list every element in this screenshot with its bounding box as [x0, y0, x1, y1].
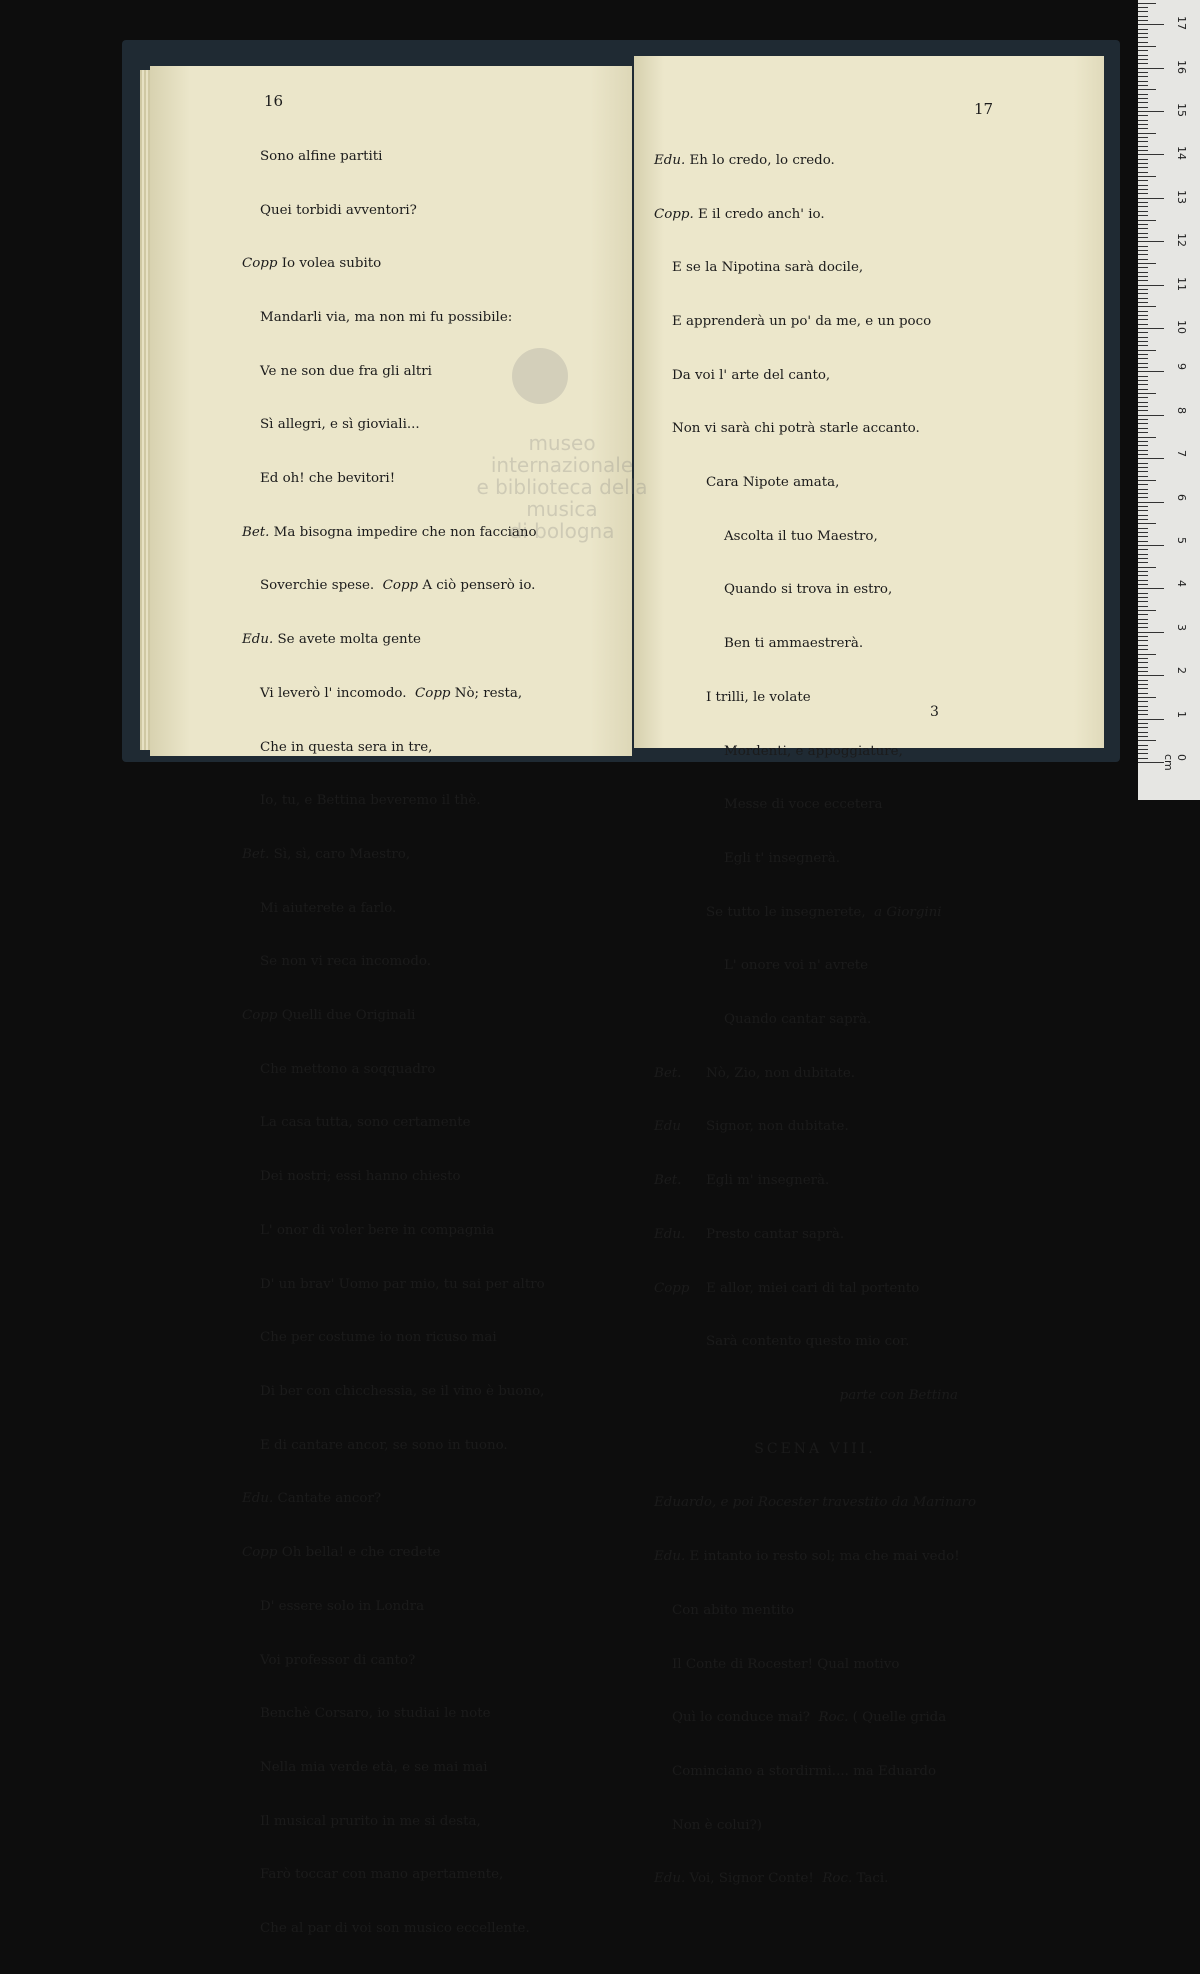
ruler-tick [1138, 20, 1148, 21]
ruler-tick [1138, 211, 1148, 212]
speaker-label: Roc. [818, 1710, 849, 1726]
ruler-tick [1138, 458, 1164, 459]
verse-line: La casa tutta, sono certamente [260, 1115, 471, 1131]
stage-direction: a Giorgini [874, 904, 942, 920]
ruler-tick [1138, 558, 1148, 559]
ruler-tick [1138, 632, 1164, 633]
ruler-tick [1138, 259, 1148, 260]
ruler-tick [1138, 545, 1164, 546]
verse-line: Edu Signor, non dubitate. [654, 1119, 849, 1135]
verse-line: Voi professor di canto? [260, 1652, 416, 1668]
ruler-tick [1138, 59, 1148, 60]
ruler-tick [1138, 167, 1148, 168]
ruler-tick [1138, 376, 1148, 377]
ruler-tick [1138, 228, 1148, 229]
ruler-tick [1138, 549, 1148, 550]
verse-line: Edu. Presto cantar saprà. [654, 1226, 845, 1242]
ruler-tick [1138, 389, 1148, 390]
ruler-tick [1138, 159, 1148, 160]
ruler-tick [1138, 233, 1148, 234]
ruler-label: 15 [1175, 103, 1188, 117]
verse-line: Bet. Egli m' insegnerà. [654, 1173, 830, 1189]
ruler-tick [1138, 128, 1148, 129]
ruler-tick [1138, 384, 1148, 385]
ruler-tick [1138, 727, 1148, 728]
speaker-label: Bet. [654, 1173, 682, 1189]
ruler-tick [1138, 415, 1164, 416]
ruler-tick [1138, 172, 1148, 173]
watermark-line: museo internazionale [490, 431, 634, 477]
ruler-tick [1138, 636, 1148, 637]
verse-line: Se non vi reca incomodo. [260, 954, 431, 970]
verse-line: Edu. E intanto io resto sol; ma che mai vedo! [654, 1549, 960, 1565]
ruler-tick [1138, 484, 1148, 485]
ruler-tick [1138, 63, 1148, 64]
ruler-tick [1138, 506, 1148, 507]
ruler-tick [1138, 523, 1156, 524]
ruler-tick [1138, 536, 1148, 537]
ruler-tick [1138, 428, 1148, 429]
verse-line: Ed oh! che bevitori! [260, 471, 396, 487]
ruler-tick [1138, 150, 1148, 151]
ruler-label: 17 [1175, 16, 1188, 31]
speaker-label: Roc. [822, 1871, 853, 1887]
ruler-label: 8 [1175, 406, 1188, 414]
right-page-number: 17 [974, 100, 994, 118]
ruler-tick [1138, 324, 1148, 325]
ruler-tick [1138, 723, 1148, 724]
ruler-tick [1138, 471, 1148, 472]
ruler-tick [1138, 489, 1148, 490]
ruler-tick [1138, 358, 1148, 359]
ruler-tick [1138, 519, 1148, 520]
ruler-tick [1138, 441, 1148, 442]
verse-line: Quì lo conduce mai? Roc. ( Quelle grida [672, 1710, 947, 1726]
ruler-tick [1138, 250, 1148, 251]
ruler-tick [1138, 328, 1164, 329]
verse-line: Da voi l' arte del canto, [672, 367, 831, 383]
ruler-label: 12 [1175, 233, 1188, 248]
verse-line: Ben ti ammaestrerà. [724, 636, 864, 652]
ruler-tick [1138, 24, 1164, 25]
verse-line: Quei torbidi avventori? [260, 202, 417, 218]
verse-line: Se tutto le insegnerete, a Giorgini [706, 904, 942, 920]
speaker-label: Edu. [654, 1226, 686, 1242]
verse-line: Che per costume io non ricuso mai [260, 1330, 497, 1346]
ruler-tick [1138, 684, 1148, 685]
verse-line: D' un brav' Uomo par mio, tu sai per altro [260, 1276, 545, 1292]
ruler-tick [1138, 619, 1148, 620]
ruler-tick [1138, 202, 1148, 203]
ruler-tick [1138, 432, 1148, 433]
ruler-tick [1138, 541, 1148, 542]
ruler-tick [1138, 124, 1148, 125]
speaker-label: Copp [242, 1008, 278, 1024]
ruler-tick [1138, 606, 1148, 607]
verse-line: Copp Oh bella! e che credete [242, 1545, 441, 1561]
watermark-line: di bologna [509, 519, 615, 543]
ruler-tick [1138, 146, 1148, 147]
ruler-tick [1138, 406, 1148, 407]
verse-line: I trilli, le volate [706, 689, 811, 705]
verse-line: Che in questa sera in tre, [260, 739, 433, 755]
verse-line: Con abito mentito [672, 1602, 795, 1618]
verse-line: Il Conte di Rocester! Qual motivo [672, 1656, 900, 1672]
ruler-tick [1138, 614, 1148, 615]
speaker-label: Bet. [242, 846, 270, 862]
ruler-tick [1138, 671, 1148, 672]
watermark-text [462, 432, 662, 542]
verse-line: Cara Nipote amata, [706, 475, 840, 491]
right-page [634, 56, 1104, 1887]
stage-direction: parte con Bettina [839, 1387, 959, 1403]
ruler-tick [1138, 497, 1148, 498]
ruler-tick [1138, 528, 1148, 529]
ruler-tick [1138, 133, 1156, 134]
ruler-tick [1138, 16, 1148, 17]
verse-line: Mi aiuterete a farlo. [260, 900, 397, 916]
ruler-tick [1138, 176, 1156, 177]
ruler-tick [1138, 701, 1148, 702]
ruler-tick [1138, 55, 1148, 56]
verse-line: Edu. Se avete molta gente [242, 632, 421, 648]
ruler-tick [1138, 94, 1148, 95]
ruler-label: 14 [1175, 146, 1188, 161]
scene-description: Eduardo, e poi Rocester travestito da Marinaro [654, 1495, 977, 1511]
ruler-tick [1138, 98, 1148, 99]
verse-line: Copp E allor, miei cari di tal portento [654, 1280, 920, 1296]
speaker-label: Copp [242, 256, 278, 272]
ruler-tick [1138, 584, 1148, 585]
ruler-tick [1138, 450, 1148, 451]
ruler-tick [1138, 567, 1156, 568]
ruler-label: 6 [1175, 493, 1188, 501]
ruler-tick [1138, 306, 1156, 307]
verse-line: Copp Quelli due Originali [242, 1008, 416, 1024]
ruler-tick [1138, 263, 1156, 264]
ruler-tick [1138, 463, 1148, 464]
ruler-tick [1138, 380, 1148, 381]
ruler-tick [1138, 206, 1148, 207]
speaker-label: Edu. [654, 1871, 686, 1887]
ruler-tick [1138, 649, 1148, 650]
verse-line: Bet. Nò, Zio, non dubitate. [654, 1065, 855, 1081]
ruler-tick [1138, 423, 1148, 424]
verse-line: Nella mia verde età, e se mai mai [260, 1759, 488, 1775]
ruler-tick [1138, 714, 1148, 715]
verse-line: Bet. Ma bisogna impedire che non facciano [242, 524, 537, 540]
ruler-tick [1138, 371, 1164, 372]
ruler-tick [1138, 445, 1148, 446]
ruler-tick [1138, 289, 1148, 290]
ruler-tick [1138, 154, 1164, 155]
ruler-tick [1138, 350, 1156, 351]
ruler-tick [1138, 693, 1148, 694]
ruler-label: 4 [1175, 580, 1188, 588]
ruler-label: 1 [1175, 710, 1188, 718]
ruler-tick [1138, 246, 1148, 247]
ruler-tick [1138, 354, 1148, 355]
ruler-tick [1138, 493, 1148, 494]
ruler-tick [1138, 745, 1148, 746]
ruler-tick [1138, 337, 1148, 338]
watermark-line: e biblioteca della musica [476, 475, 648, 521]
ruler-tick [1138, 502, 1164, 503]
ruler-tick [1138, 189, 1148, 190]
ruler-label: 5 [1175, 537, 1188, 544]
ruler-tick [1138, 315, 1148, 316]
verse-line: Ve ne son due fra gli altri [260, 363, 432, 379]
ruler-tick [1138, 762, 1164, 763]
verse-line: Sarà contento questo mio cor. [706, 1334, 910, 1350]
verse-line: D' essere solo in Londra [260, 1598, 425, 1614]
speaker-label: Bet. [654, 1065, 682, 1081]
ruler-tick [1138, 267, 1148, 268]
verse-line: Messe di voce eccetera [724, 797, 883, 813]
ruler-tick [1138, 397, 1148, 398]
ruler-tick [1138, 276, 1148, 277]
speaker-label: Bet. [242, 524, 270, 540]
speaker-label: Copp [415, 685, 451, 701]
verse-line: Non vi sarà chi potrà starle accanto. [672, 421, 920, 437]
ruler-tick [1138, 688, 1148, 689]
scene-heading: SCENA VIII. [754, 1440, 876, 1457]
ruler-tick [1138, 224, 1148, 225]
ruler-label: 10 [1175, 320, 1188, 334]
ruler-tick [1138, 272, 1148, 273]
verse-line: Copp. E il credo anch' io. [654, 206, 825, 222]
ruler-tick [1138, 198, 1164, 199]
verse-line: Benchè Corsaro, io studiai le note [260, 1706, 491, 1722]
ruler-tick [1138, 510, 1148, 511]
ruler-tick [1138, 645, 1148, 646]
ruler-tick [1138, 515, 1148, 516]
ruler-label: 13 [1175, 189, 1188, 204]
verse-line: Dei nostri; essi hanno chiesto [260, 1169, 461, 1185]
ruler-tick [1138, 180, 1148, 181]
ruler-tick [1138, 107, 1148, 108]
ruler-tick [1138, 285, 1164, 286]
ruler-tick [1138, 311, 1148, 312]
verse-line: E di cantare ancor, se sono in tuono. [260, 1437, 508, 1453]
ruler-tick [1138, 237, 1148, 238]
speaker-label: Copp [654, 1280, 690, 1296]
ruler-tick [1138, 33, 1148, 34]
verse-line: Di ber con chicchessia, se il vino è buono, [260, 1383, 545, 1399]
verse-line: Bet. Sì, sì, caro Maestro, [242, 846, 411, 862]
ruler-tick [1138, 593, 1148, 594]
ruler-tick [1138, 467, 1148, 468]
speaker-label: Edu [654, 1119, 681, 1135]
ruler-tick [1138, 753, 1148, 754]
ruler-label: 11 [1175, 276, 1188, 291]
ruler-tick [1138, 319, 1148, 320]
ruler-tick [1138, 81, 1148, 82]
verse-line: Cominciano a stordirmi.... ma Eduardo [672, 1763, 937, 1779]
ruler-label: 2 [1175, 667, 1188, 675]
ruler-tick [1138, 662, 1148, 663]
ruler-tick [1138, 554, 1148, 555]
speaker-label: Edu. [242, 632, 274, 648]
verse-line: Soverchie spese. Copp A ciò penserò io. [260, 578, 536, 594]
ruler-tick [1138, 293, 1148, 294]
verse-line: Sono alfine partiti [260, 148, 383, 164]
ruler-tick [1138, 345, 1148, 346]
ruler-tick [1138, 37, 1148, 38]
ruler-tick [1138, 480, 1156, 481]
ruler-tick [1138, 562, 1148, 563]
speaker-label: Copp [382, 578, 419, 594]
ruler-tick [1138, 623, 1148, 624]
ruler-tick [1138, 3, 1156, 4]
ruler-label: 0 cm [1162, 754, 1188, 771]
ruler-tick [1138, 610, 1156, 611]
verse-line: Egli t' insegnerà. [724, 850, 840, 866]
ruler-tick [1138, 419, 1148, 420]
ruler-tick [1138, 710, 1148, 711]
ruler-tick [1138, 137, 1148, 138]
ruler-tick [1138, 736, 1148, 737]
ruler-tick [1138, 732, 1148, 733]
ruler-tick [1138, 185, 1148, 186]
ruler-tick [1138, 341, 1148, 342]
ruler-tick [1138, 680, 1148, 681]
ruler-tick [1138, 749, 1148, 750]
right-page-text [654, 116, 976, 1924]
ruler-tick [1138, 575, 1148, 576]
ruler-tick [1138, 437, 1156, 438]
ruler-tick [1138, 298, 1148, 299]
ruler-tick [1138, 627, 1148, 628]
left-page-text [242, 112, 545, 1974]
ruler-tick [1138, 254, 1148, 255]
ruler-label: 3 [1175, 623, 1188, 631]
verse-line: Farò toccar con mano apertamente, [260, 1867, 504, 1883]
ruler-tick [1138, 141, 1148, 142]
ruler-tick [1138, 597, 1148, 598]
verse-line: Edu. Cantate ancor? [242, 1491, 382, 1507]
speaker-label: Copp. [654, 206, 694, 222]
ruler-tick [1138, 588, 1164, 589]
verse-line: Copp Io volea subito [242, 256, 382, 272]
ruler-tick [1138, 719, 1164, 720]
verse-line: Mordenti, e appoggiature, [724, 743, 903, 759]
ruler-label: 9 [1175, 363, 1188, 371]
ruler-label: 16 [1175, 59, 1188, 74]
ruler-label: 7 [1175, 450, 1188, 458]
verse-line: Mandarli via, ma non mi fu possibile: [260, 309, 513, 325]
ruler-tick [1138, 7, 1148, 8]
ruler-tick [1138, 580, 1148, 581]
left-page-number: 16 [264, 92, 284, 110]
ruler-tick [1138, 42, 1148, 43]
ruler-tick [1138, 758, 1148, 759]
ruler-tick [1138, 241, 1164, 242]
speaker-label: Edu. [242, 1491, 274, 1507]
ruler-tick [1138, 454, 1148, 455]
verse-line: Non è colui?) [672, 1817, 762, 1833]
verse-line: Quando cantar saprà. [724, 1012, 872, 1028]
ruler-tick [1138, 640, 1148, 641]
ruler-tick [1138, 11, 1148, 12]
ruler-tick [1138, 697, 1156, 698]
ruler-tick [1138, 740, 1156, 741]
ruler-tick [1138, 532, 1148, 533]
ruler-tick [1138, 29, 1148, 30]
ruler-tick [1138, 111, 1164, 112]
ruler-tick [1138, 220, 1156, 221]
measurement-ruler [1138, 0, 1200, 800]
speaker-label: Edu. [654, 1549, 686, 1565]
ruler-tick [1138, 280, 1148, 281]
ruler-tick [1138, 706, 1148, 707]
verse-line: L' onore voi n' avrete [724, 958, 869, 974]
ruler-tick [1138, 332, 1148, 333]
ruler-tick [1138, 367, 1148, 368]
speaker-label: Edu. [654, 152, 686, 168]
ruler-tick [1138, 658, 1148, 659]
ruler-tick [1138, 193, 1148, 194]
ruler-tick [1138, 601, 1148, 602]
verse-line: Che al par di voi son musico eccellente. [260, 1921, 530, 1937]
ruler-tick [1138, 115, 1148, 116]
verse-line: Che mettono a soqquadro [260, 1061, 436, 1077]
verse-line: Ascolta il tuo Maestro, [724, 528, 878, 544]
ruler-tick [1138, 163, 1148, 164]
ruler-tick [1138, 89, 1156, 90]
ruler-tick [1138, 50, 1148, 51]
ruler-tick [1138, 363, 1148, 364]
ruler-tick [1138, 410, 1148, 411]
ruler-tick [1138, 393, 1156, 394]
ruler-tick [1138, 215, 1148, 216]
ruler-tick [1138, 72, 1148, 73]
ruler-tick [1138, 675, 1164, 676]
ruler-tick [1138, 571, 1148, 572]
verse-line: E se la Nipotina sarà docile, [672, 260, 864, 276]
verse-line: Io, tu, e Bettina beveremo il thè. [260, 793, 481, 809]
verse-line: Quando si trova in estro, [724, 582, 893, 598]
verse-line: Il musical prurito in me si desta, [260, 1813, 481, 1829]
ruler-tick [1138, 667, 1148, 668]
ruler-tick [1138, 120, 1148, 121]
watermark-logo [512, 348, 568, 404]
ruler-tick [1138, 85, 1148, 86]
ruler-tick [1138, 402, 1148, 403]
ruler-tick [1138, 302, 1148, 303]
ruler-tick [1138, 76, 1148, 77]
ruler-tick [1138, 102, 1148, 103]
verse-line: L' onor di voler bere in compagnia [260, 1222, 495, 1238]
verse-line: Edu. Eh lo credo, lo credo. [654, 152, 835, 168]
speaker-label: Copp [242, 1545, 278, 1561]
verse-line: Edu. Voi, Signor Conte! Roc. Taci. [654, 1871, 889, 1887]
ruler-tick [1138, 46, 1156, 47]
ruler-tick [1138, 476, 1148, 477]
ruler-tick [1138, 68, 1164, 69]
verse-line: Sì allegri, e sì gioviali... [260, 417, 420, 433]
left-page [150, 66, 632, 1937]
verse-line: E apprenderà un po' da me, e un poco [672, 313, 932, 329]
verse-line: Vi leverò l' incomodo. Copp Nò; resta, [260, 685, 523, 701]
signature-mark: 3 [930, 704, 939, 720]
ruler-tick [1138, 654, 1156, 655]
